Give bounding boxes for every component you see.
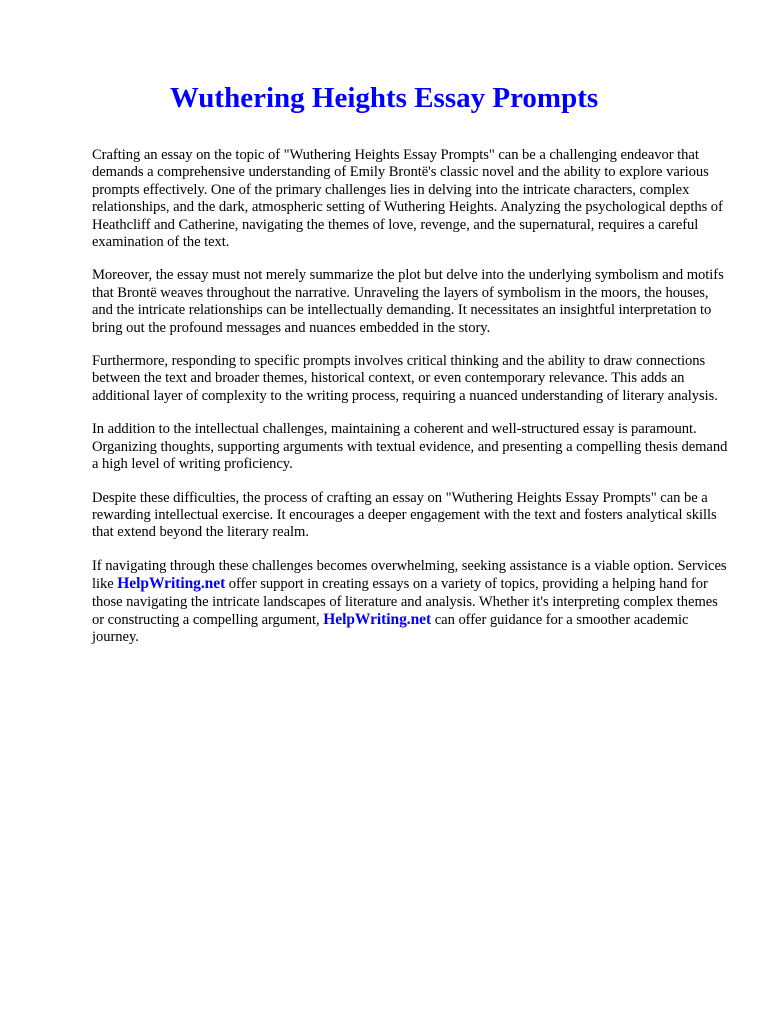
paragraph-3: Furthermore, responding to specific prompts involves critical thinking and the ability to draw connections between the text and broader themes, historical context, or even contemporary relevance. This adds an additional layer of complexity to the writing process, requiring a nuanced understanding of literary analysis. — [92, 353, 718, 404]
paragraph-4: In addition to the intellectual challenges, maintaining a coherent and well-structured essay is paramount. Organizing thoughts, supporting arguments with textual evidence, and presenting a compelling thesis demand a high level of writing proficiency. — [92, 421, 728, 473]
paragraph-6-text-2: offer support in creating essays on a variety of topics, providing a helping hand for those navigating the intricate landscapes of literature and analysis. Whether it's interpreting complex themes or constructing a compelling argument, — [92, 576, 718, 628]
paragraph-6 — [92, 558, 732, 647]
paragraph-6-text-1: If navigating through these challenges becomes overwhelming, seeking assistance is a viable option. Services like — [92, 557, 727, 593]
helpwriting-link-2[interactable]: HelpWriting.net — [323, 610, 432, 628]
paragraph-5: Despite these difficulties, the process of crafting an essay on "Wuthering Heights Essay Prompts" can be a rewarding intellectual exercise. It encourages a deeper engagement with the text and fosters analytical skills that extend beyond the literary realm. — [92, 489, 717, 541]
paragraph-1: Crafting an essay on the topic of "Wuthering Heights Essay Prompts" can be a challenging endeavor that demands a comprehensive understanding of Emily Brontë's classic novel and the ability to explore various prompts effectively. One of the primary challenges lies in delving into the intricate characters, complex relationships, and the dark, atmospheric setting of Wuthering Heights. Analyzing the psychological depths of Heathcliff and Catherine, navigating the themes of love, revenge, and the supernatural, requires a careful examination of the text. — [92, 147, 723, 251]
helpwriting-link-1[interactable]: HelpWriting.net — [117, 575, 226, 593]
paragraph-2: Moreover, the essay must not merely summarize the plot but delve into the underlying symbolism and motifs that Brontë weaves throughout the narrative. Unraveling the layers of symbolism in the moors, the houses, and the intricate relationships can be intellectually demanding. It necessitates an insightful interpretation to bring out the profound messages and nuances embedded in the story. — [92, 267, 724, 336]
document-body — [92, 147, 732, 663]
document-title: Wuthering Heights Essay Prompts — [169, 82, 599, 114]
paragraph-6-text-3: can offer guidance for a smoother academic journey. — [92, 611, 689, 646]
